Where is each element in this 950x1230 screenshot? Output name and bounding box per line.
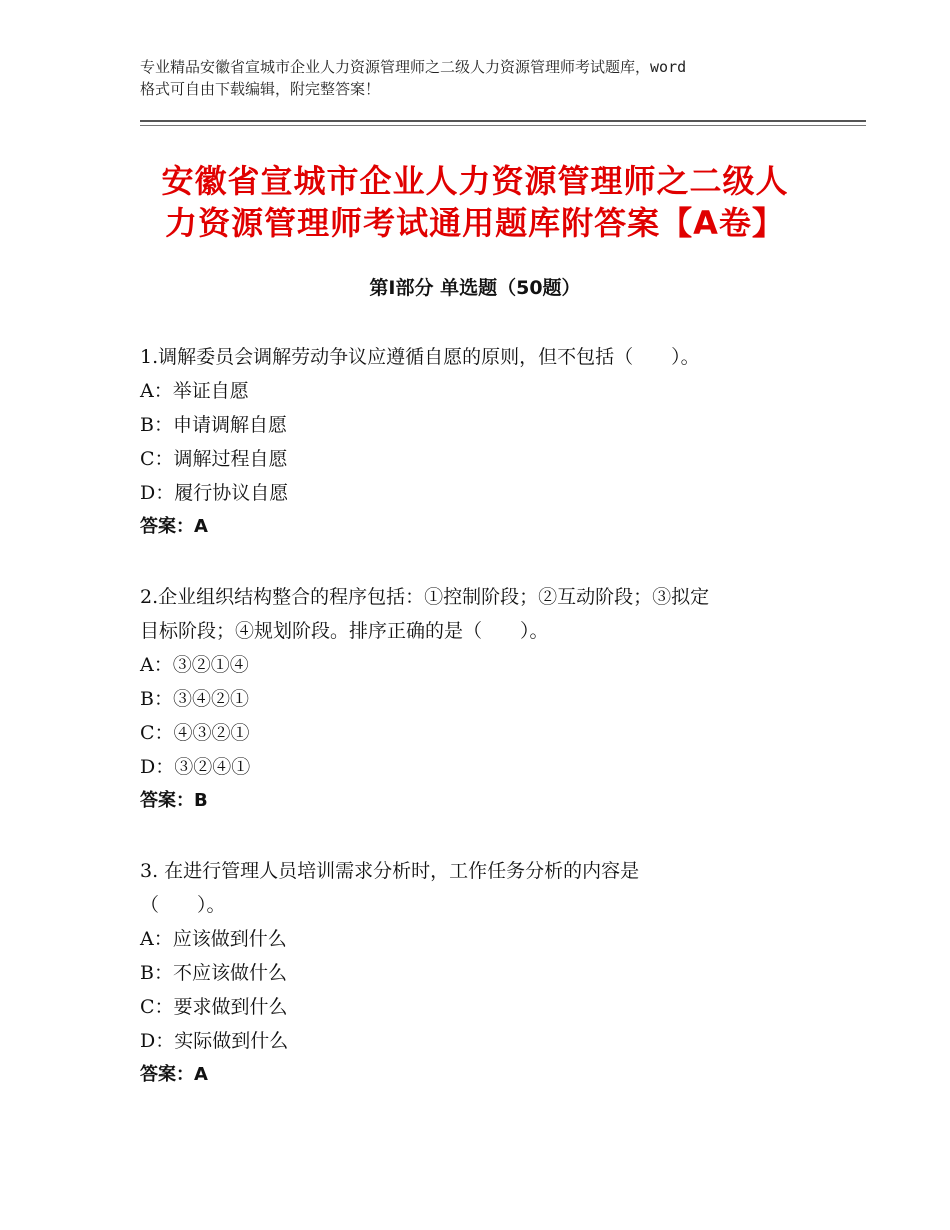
question-stem-continued: 目标阶段；④规划阶段。排序正确的是（ ）。 bbox=[140, 620, 549, 642]
question-stem-continued: （ ）。 bbox=[140, 894, 226, 916]
question-stem: 2.企业组织结构整合的程序包括：①控制阶段；②互动阶段；③拟定 bbox=[140, 586, 710, 608]
question-stem: 3. 在进行管理人员培训需求分析时，工作任务分析的内容是 bbox=[140, 860, 640, 882]
option-c: C：调解过程自愿 bbox=[140, 448, 288, 470]
header-note bbox=[140, 56, 830, 100]
option-d: D：履行协议自愿 bbox=[140, 482, 289, 504]
option-a: A：③②①④ bbox=[140, 654, 249, 676]
header-divider-thick bbox=[140, 120, 866, 122]
header-divider-thin bbox=[140, 125, 866, 126]
answer-key: 答案：A bbox=[140, 1064, 208, 1085]
option-d: D：实际做到什么 bbox=[140, 1030, 289, 1052]
option-c: C：④③②① bbox=[140, 722, 250, 744]
option-b: B：③④②① bbox=[140, 688, 249, 710]
option-b: B：申请调解自愿 bbox=[140, 414, 287, 436]
header-note-line-2: 格式可自由下载编辑，附完整答案！ bbox=[140, 80, 381, 98]
document-title-line-2: 力资源管理师考试通用题库附答案【A卷】 bbox=[165, 204, 785, 242]
question-1 bbox=[140, 340, 820, 544]
document-title bbox=[120, 160, 830, 244]
answer-key: 答案：A bbox=[140, 516, 208, 537]
document-title-line-1: 安徽省宣城市企业人力资源管理师之二级人 bbox=[161, 162, 789, 200]
option-a: A：举证自愿 bbox=[140, 380, 249, 402]
question-3 bbox=[140, 854, 820, 1092]
answer-key: 答案：B bbox=[140, 790, 208, 811]
header-note-line-1: 专业精品安徽省宣城市企业人力资源管理师之二级人力资源管理师考试题库，word bbox=[140, 58, 687, 76]
question-2 bbox=[140, 580, 820, 818]
option-a: A：应该做到什么 bbox=[140, 928, 287, 950]
option-d: D：③②④① bbox=[140, 756, 251, 778]
question-stem: 1.调解委员会调解劳动争议应遵循自愿的原则，但不包括（ ）。 bbox=[140, 346, 700, 368]
option-b: B：不应该做什么 bbox=[140, 962, 287, 984]
section-heading: 第Ⅰ部分 单选题（50题） bbox=[369, 277, 581, 299]
option-c: C：要求做到什么 bbox=[140, 996, 288, 1018]
